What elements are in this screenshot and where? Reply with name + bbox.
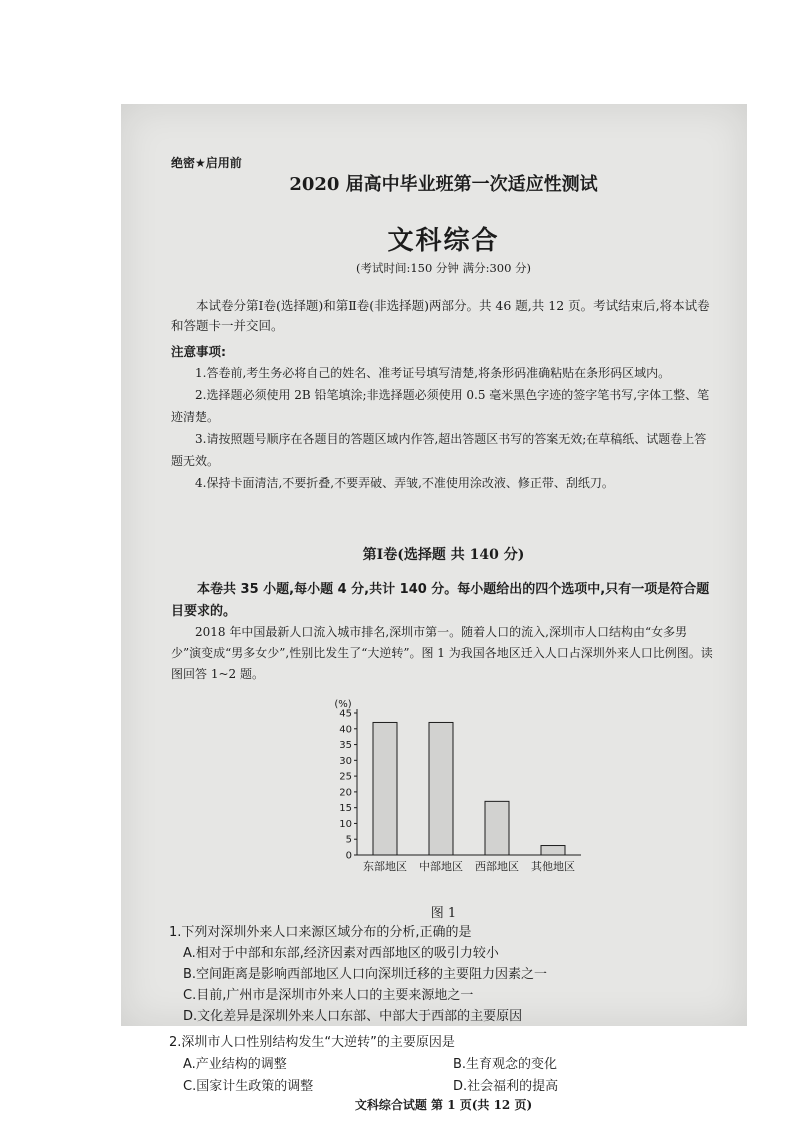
question-stem: 2.深圳市人口性别结构发生“大逆转”的主要原因是 — [169, 1035, 455, 1050]
exam-subject: 文科综合 — [387, 226, 500, 256]
y-tick-label: 10 — [339, 818, 352, 830]
secret-label: 绝密★启用前 — [171, 156, 242, 170]
y-tick-label: 20 — [339, 787, 352, 799]
exam-time-info: (考试时间:150 分钟 满分:300 分) — [355, 261, 532, 275]
option-d: D.文化差异是深圳外来人口东部、中部大于西部的主要原因 — [183, 1009, 523, 1024]
question-passage: 2018 年中国最新人口流入城市排名,深圳市第一。随着人口的流入,深圳市人口结构由“女多男少”演变成“男多女少”,性别比发生了“大逆转”。图 1 为我国各地区迁入人口占深圳外来人口比例图。读图回答 1~2 题。 — [171, 625, 713, 681]
exam-title: 2020 届高中毕业班第一次适应性测试 — [289, 174, 598, 195]
question-1 — [169, 922, 714, 1027]
section-title: 第Ⅰ卷(选择题 共 140 分) — [362, 547, 525, 563]
note-item: 1.答卷前,考生务必将自己的姓名、准考证号填写清楚,将条形码准确粘贴在条形码区域内。 — [195, 366, 671, 380]
bar — [541, 846, 565, 855]
option-c: C.国家计生政策的调整 — [183, 1079, 314, 1094]
y-axis-unit-label: (%) — [334, 699, 352, 710]
question-2 — [169, 1032, 714, 1098]
option-c: C.目前,广州市是深圳市外来人口的主要来源地之一 — [183, 988, 474, 1003]
options-grid — [169, 1054, 714, 1098]
note-item: 3.请按照题号顺序在各题目的答题区域内作答,超出答题区书写的答案无效;在草稿纸、试题卷上答题无效。 — [171, 432, 707, 468]
notes-title: 注意事项: — [171, 344, 226, 359]
page-footer: 文科综合试题 第 1 页(共 12 页) — [354, 1098, 533, 1112]
bar-chart — [321, 697, 591, 877]
x-category-label: 东部地区 — [363, 860, 407, 873]
y-tick-label: 30 — [339, 755, 352, 767]
y-tick-label: 15 — [339, 803, 352, 815]
section-instruction: 本卷共 35 小题,每小题 4 分,共计 140 分。每小题给出的四个选项中,只有一项是符合题目要求的。 — [171, 582, 710, 619]
exam-paper — [121, 104, 747, 1112]
option-a: A.相对于中部和东部,经济因素对西部地区的吸引力较小 — [183, 946, 499, 961]
notes-list — [171, 362, 716, 494]
y-tick-label: 5 — [345, 834, 352, 846]
x-category-label: 其他地区 — [531, 860, 575, 873]
option-b: B.生育观念的变化 — [453, 1057, 558, 1072]
y-tick-label: 0 — [345, 850, 352, 862]
question-stem: 1.下列对深圳外来人口来源区域分布的分析,正确的是 — [169, 925, 472, 940]
bar — [485, 801, 509, 855]
y-tick-label: 25 — [339, 771, 352, 783]
bar — [373, 722, 397, 855]
bar-chart-svg — [321, 697, 591, 877]
intro-text: 本试卷分第Ⅰ卷(选择题)和第Ⅱ卷(非选择题)两部分。共 46 题,共 12 页。考试结束后,将本试卷和答题卡一并交回。 — [171, 298, 710, 333]
x-category-label: 中部地区 — [419, 860, 463, 873]
x-category-label: 西部地区 — [475, 860, 519, 873]
y-tick-label: 40 — [339, 724, 352, 736]
option-a: A.产业结构的调整 — [183, 1057, 287, 1072]
y-tick-label: 45 — [339, 708, 352, 720]
y-tick-label: 35 — [339, 740, 352, 752]
note-item: 2.选择题必须使用 2B 铅笔填涂;非选择题必须使用 0.5 毫米黑色字迹的签字笔书写,字体工整、笔迹清楚。 — [171, 388, 710, 424]
note-item: 4.保持卡面清洁,不要折叠,不要弄破、弄皱,不准使用涂改液、修正带、刮纸刀。 — [195, 476, 614, 490]
option-d: D.社会福利的提高 — [453, 1079, 559, 1094]
figure-caption: 图 1 — [430, 906, 457, 921]
bar — [429, 722, 453, 855]
option-b: B.空间距离是影响西部地区人口向深圳迁移的主要阻力因素之一 — [183, 967, 548, 982]
